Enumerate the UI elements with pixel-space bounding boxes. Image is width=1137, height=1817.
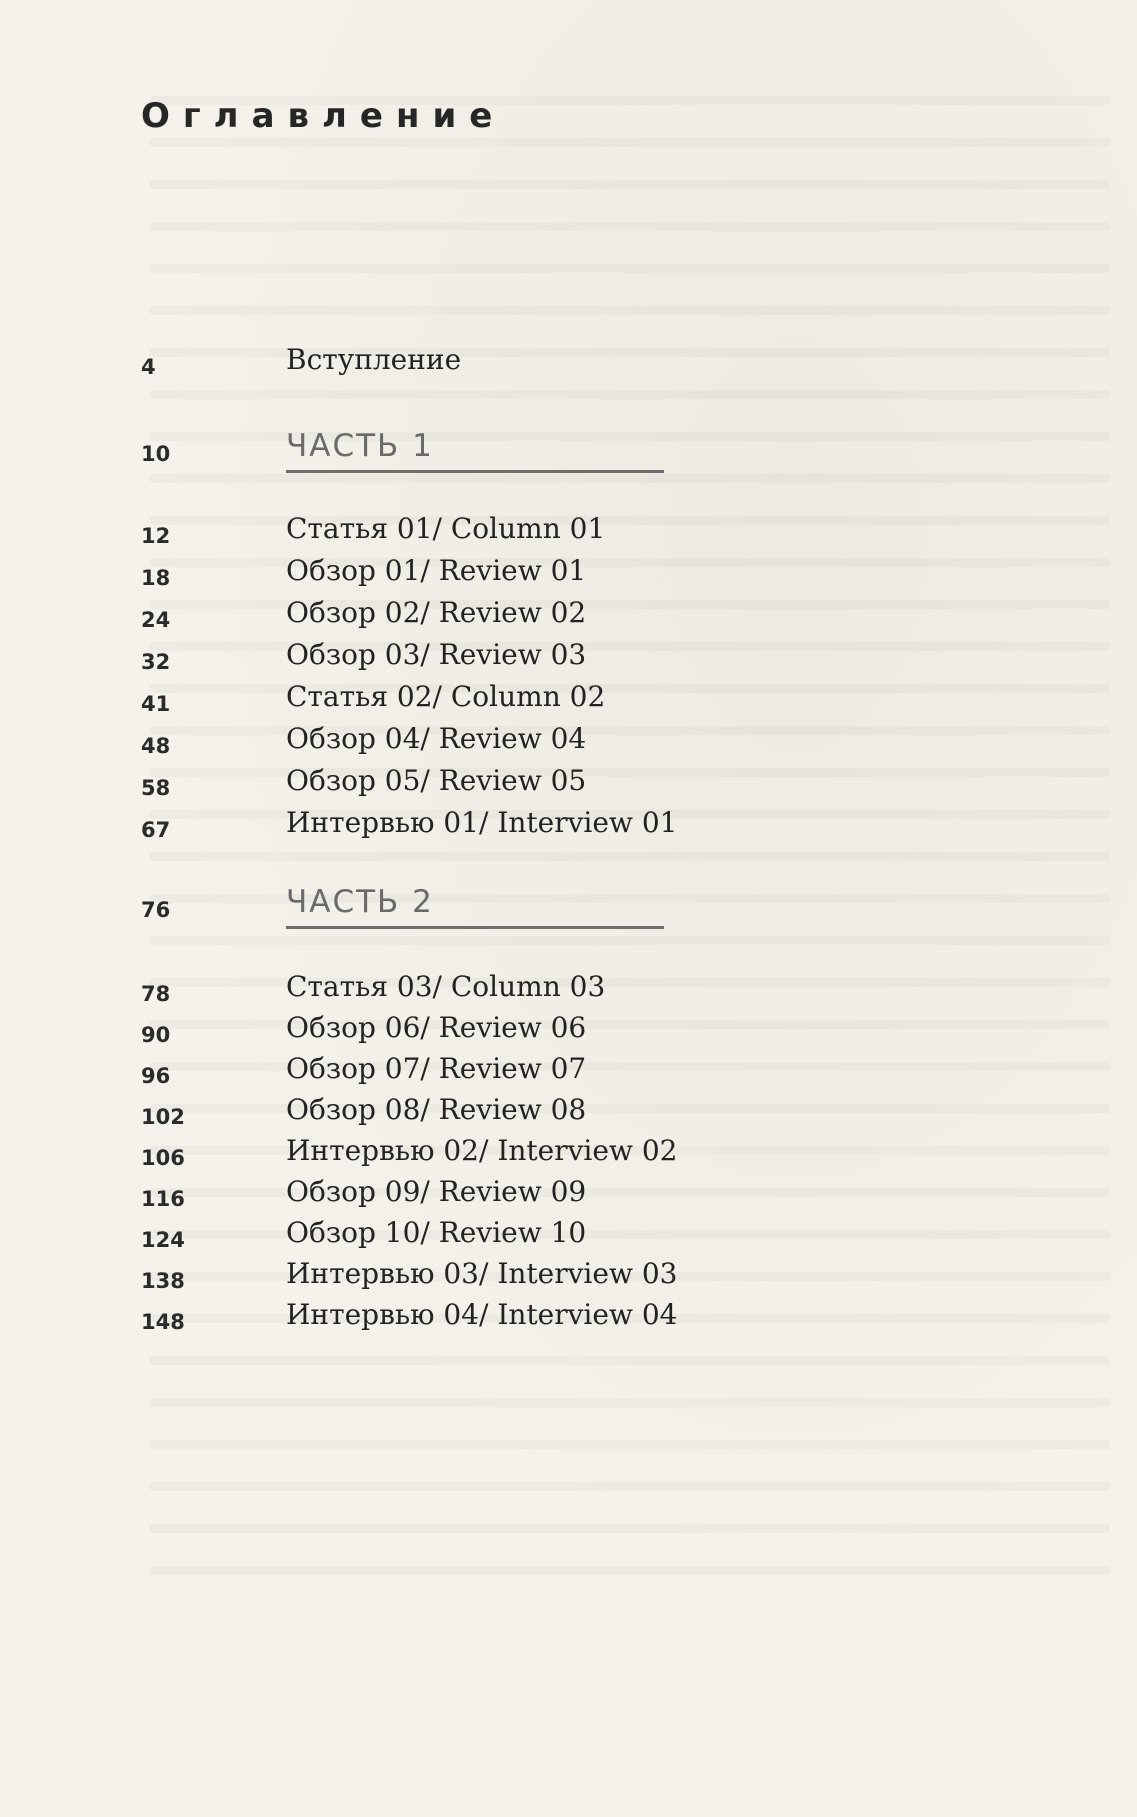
entry-label: Обзор 04/ Review 04: [286, 722, 587, 755]
part-title: ЧАСТЬ 1: [286, 428, 664, 473]
show-through-line: [150, 1440, 1110, 1449]
entry-label: Интервью 03/ Interview 03: [286, 1257, 678, 1290]
entry-label: Интервью 04/ Interview 04: [286, 1298, 678, 1331]
entry-label: Обзор 08/ Review 08: [286, 1093, 587, 1126]
part-2-heading[interactable]: [0, 884, 700, 944]
toc-entry[interactable]: [0, 764, 700, 806]
page-number: 78: [141, 982, 171, 1006]
toc-entry[interactable]: [0, 596, 700, 638]
show-through-line: [150, 264, 1110, 273]
page-number: 106: [141, 1146, 185, 1170]
show-through-line: [150, 390, 1110, 399]
page-number: 18: [141, 566, 171, 590]
toc-entry[interactable]: [0, 1298, 700, 1340]
page-number: 32: [141, 650, 171, 674]
entry-label: Интервью 02/ Interview 02: [286, 1134, 678, 1167]
entry-label: Обзор 09/ Review 09: [286, 1175, 587, 1208]
entry-label: Обзор 01/ Review 01: [286, 554, 587, 587]
page-number: 58: [141, 776, 171, 800]
entry-label: Обзор 02/ Review 02: [286, 596, 587, 629]
page-number: 4: [141, 355, 156, 379]
show-through-line: [150, 222, 1110, 231]
entry-label: Интервью 01/ Interview 01: [286, 806, 678, 839]
page-number: 124: [141, 1228, 185, 1252]
entry-label: Статья 02/ Column 02: [286, 680, 606, 713]
toc-entry[interactable]: [0, 554, 700, 596]
page-number: 90: [141, 1023, 171, 1047]
page-number: 96: [141, 1064, 171, 1088]
page-number: 10: [141, 442, 171, 466]
show-through-line: [150, 138, 1110, 147]
show-through-line: [150, 1398, 1110, 1407]
show-through-line: [150, 1524, 1110, 1533]
show-through-text: [150, 96, 1110, 1608]
toc-entry[interactable]: [0, 1134, 700, 1176]
page-number: 12: [141, 524, 171, 548]
toc-entry[interactable]: [0, 512, 700, 554]
page-number: 102: [141, 1105, 185, 1129]
show-through-line: [150, 180, 1110, 189]
show-through-line: [150, 852, 1110, 861]
entry-label: Обзор 07/ Review 07: [286, 1052, 587, 1085]
entry-label: Обзор 05/ Review 05: [286, 764, 587, 797]
entry-label: Обзор 10/ Review 10: [286, 1216, 587, 1249]
toc-entry[interactable]: [0, 1216, 700, 1258]
part-1-heading[interactable]: [0, 428, 700, 488]
page-number: 48: [141, 734, 171, 758]
toc-entry[interactable]: [0, 722, 700, 764]
entry-label: Статья 01/ Column 01: [286, 512, 606, 545]
show-through-line: [150, 306, 1110, 315]
show-through-line: [150, 1566, 1110, 1575]
toc-entry[interactable]: [0, 1257, 700, 1299]
toc-entry[interactable]: [0, 1175, 700, 1217]
page-number: 67: [141, 818, 171, 842]
page-number: 148: [141, 1310, 185, 1334]
toc-entry-intro[interactable]: [0, 343, 700, 385]
page-number: 116: [141, 1187, 185, 1211]
entry-label: Обзор 06/ Review 06: [286, 1011, 587, 1044]
toc-entry[interactable]: [0, 1011, 700, 1053]
entry-label: Вступление: [286, 343, 462, 376]
toc-entry[interactable]: [0, 680, 700, 722]
page-number: 76: [141, 898, 171, 922]
page-number: 24: [141, 608, 171, 632]
toc-entry[interactable]: [0, 970, 700, 1012]
page-number: 138: [141, 1269, 185, 1293]
entry-label: Статья 03/ Column 03: [286, 970, 606, 1003]
toc-entry[interactable]: [0, 806, 700, 848]
part-title: ЧАСТЬ 2: [286, 884, 664, 929]
toc-entry[interactable]: [0, 638, 700, 680]
toc-entry[interactable]: [0, 1052, 700, 1094]
show-through-line: [150, 1482, 1110, 1491]
show-through-line: [150, 1356, 1110, 1365]
toc-entry[interactable]: [0, 1093, 700, 1135]
entry-label: Обзор 03/ Review 03: [286, 638, 587, 671]
toc-title: Оглавление: [141, 96, 506, 136]
page-number: 41: [141, 692, 171, 716]
